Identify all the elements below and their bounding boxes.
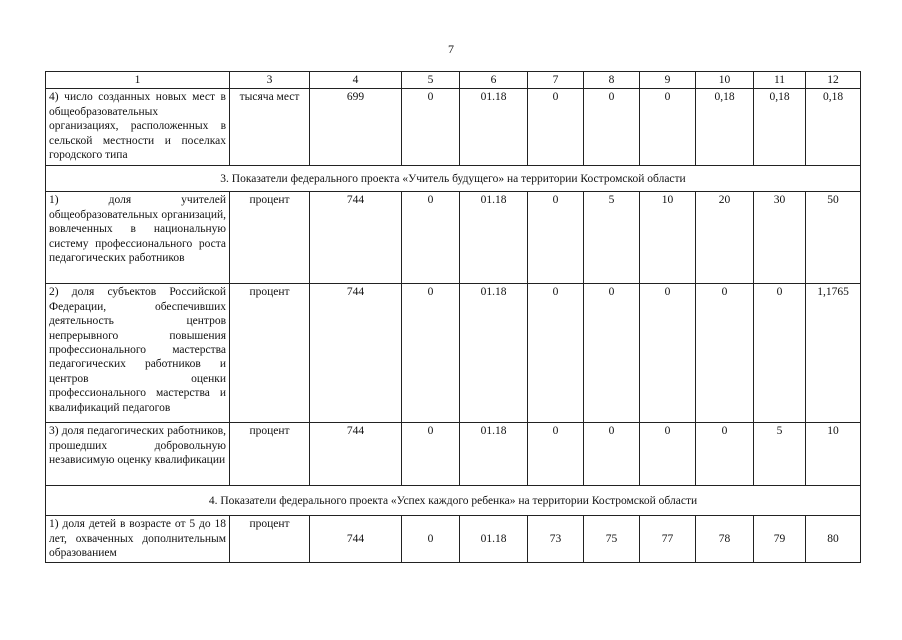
value-cell: 0 <box>696 423 754 486</box>
value-cell: 30 <box>754 192 806 284</box>
section-title: 4. Показатели федерального проекта «Успех каждого ребенка» на территории Костромской области <box>46 486 861 516</box>
value-cell: 10 <box>806 423 861 486</box>
column-header: 12 <box>806 72 861 89</box>
column-header: 9 <box>640 72 696 89</box>
column-header: 10 <box>696 72 754 89</box>
value-cell: 01.18 <box>460 192 528 284</box>
column-header: 6 <box>460 72 528 89</box>
value-cell: 0 <box>528 192 584 284</box>
unit-cell: процент <box>230 423 310 486</box>
value-cell: 0 <box>528 284 584 423</box>
indicator-name: 4) число созданных новых мест в общеобразовательных организациях, расположенных в сельской местности и поселках городского типа <box>46 89 230 166</box>
table-row <box>46 192 861 284</box>
value-cell: 5 <box>584 192 640 284</box>
value-cell: 0 <box>402 284 460 423</box>
indicator-name: 1) доля детей в возрасте от 5 до 18 лет, охваченных дополнительным образованием <box>46 516 230 562</box>
value-cell: 0 <box>640 284 696 423</box>
column-header: 7 <box>528 72 584 89</box>
unit-cell: процент <box>230 516 310 562</box>
value-cell: 20 <box>696 192 754 284</box>
value-cell: 0 <box>402 192 460 284</box>
value-cell: 0,18 <box>754 89 806 166</box>
value-cell: 0 <box>528 423 584 486</box>
value-cell: 0 <box>402 89 460 166</box>
value-cell: 78 <box>696 516 754 562</box>
value-cell: 744 <box>310 284 402 423</box>
value-cell: 744 <box>310 192 402 284</box>
column-header: 8 <box>584 72 640 89</box>
table-row <box>46 423 861 486</box>
column-header: 11 <box>754 72 806 89</box>
value-cell: 744 <box>310 516 402 562</box>
value-cell: 744 <box>310 423 402 486</box>
value-cell: 0 <box>402 423 460 486</box>
value-cell: 0 <box>584 89 640 166</box>
indicator-name: 1) доля учителей общеобразовательных организаций, вовлеченных в национальную систему профессионального роста педагогических работников <box>46 192 230 284</box>
header-row <box>46 72 861 89</box>
value-cell: 77 <box>640 516 696 562</box>
table-row <box>46 89 861 166</box>
column-header: 3 <box>230 72 310 89</box>
value-cell: 73 <box>528 516 584 562</box>
unit-cell: тысяча мест <box>230 89 310 166</box>
value-cell: 699 <box>310 89 402 166</box>
value-cell: 01.18 <box>460 423 528 486</box>
table-row <box>46 516 861 562</box>
value-cell: 0,18 <box>696 89 754 166</box>
value-cell: 0 <box>640 423 696 486</box>
column-header: 1 <box>46 72 230 89</box>
table-body <box>46 89 861 562</box>
unit-cell: процент <box>230 284 310 423</box>
indicator-name: 3) доля педагогических работников, прошедших добровольную независимую оценку квалификации <box>46 423 230 486</box>
value-cell: 0 <box>584 423 640 486</box>
value-cell: 80 <box>806 516 861 562</box>
value-cell: 79 <box>754 516 806 562</box>
value-cell: 0 <box>528 89 584 166</box>
section-heading-row <box>46 166 861 192</box>
section-title: 3. Показатели федерального проекта «Учитель будущего» на территории Костромской области <box>46 166 861 192</box>
indicators-table <box>45 71 861 563</box>
indicator-name: 2) доля субъектов Российской Федерации, обеспечивших деятельность центров непрерывного повышения профессионального мастерства педагогических работников и центров оценки профессионального мастерства и квалификаций педагогов <box>46 284 230 423</box>
page-number: 7 <box>448 42 454 56</box>
table-row <box>46 284 861 423</box>
value-cell: 5 <box>754 423 806 486</box>
value-cell: 0,18 <box>806 89 861 166</box>
value-cell: 01.18 <box>460 516 528 562</box>
value-cell: 10 <box>640 192 696 284</box>
column-header: 5 <box>402 72 460 89</box>
value-cell: 0 <box>584 284 640 423</box>
column-header: 4 <box>310 72 402 89</box>
value-cell: 1,1765 <box>806 284 861 423</box>
value-cell: 50 <box>806 192 861 284</box>
value-cell: 01.18 <box>460 89 528 166</box>
value-cell: 01.18 <box>460 284 528 423</box>
value-cell: 0 <box>640 89 696 166</box>
unit-cell: процент <box>230 192 310 284</box>
value-cell: 0 <box>696 284 754 423</box>
section-heading-row <box>46 486 861 516</box>
value-cell: 75 <box>584 516 640 562</box>
value-cell: 0 <box>402 516 460 562</box>
value-cell: 0 <box>754 284 806 423</box>
